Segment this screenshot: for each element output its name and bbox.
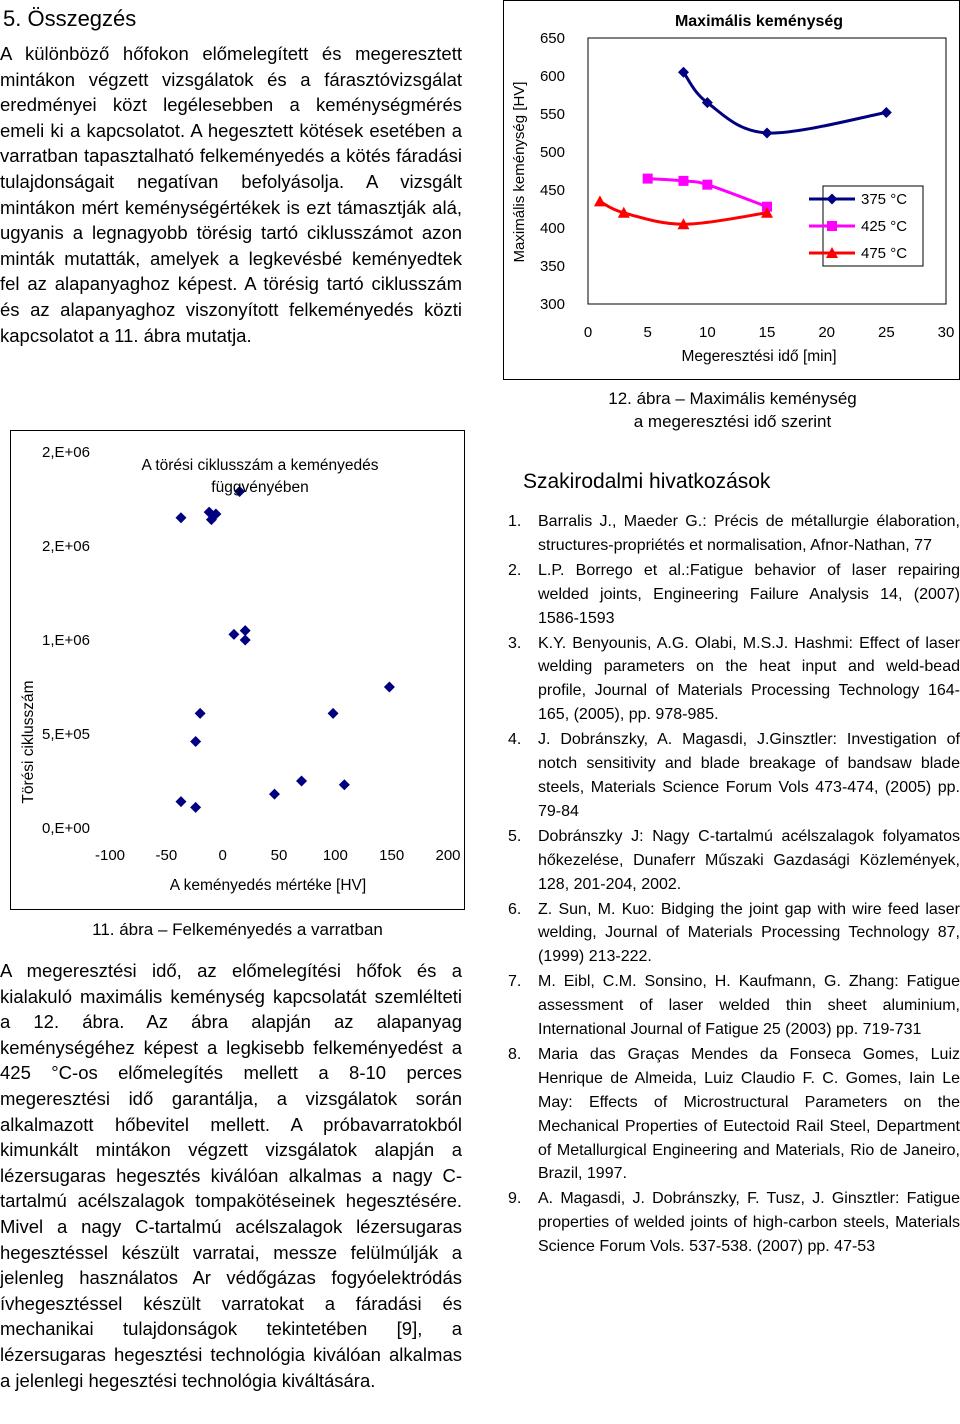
chart2-y-tick-label: 350 [539,258,565,275]
reference-text: Dobránszky J: Nagy C-tartalmú acélszalagok folyamatos hőkezelése, Dunaferr Műszaki Gazdasági Közlemények, 128, 201-204, 2002. [538,827,960,893]
chart1-point [240,625,251,636]
chart1-x-tick-label: 100 [322,847,348,864]
reference-item [505,1043,960,1186]
reference-number: 8. [508,1045,522,1063]
reference-item [505,632,960,728]
chart1-point [190,802,201,813]
chart2-x-tick-label: 15 [758,324,776,341]
chart1-y-tick-label: 2,E+06 [42,538,90,555]
paragraph-conclusion: A megeresztési idő, az előmelegítési hőfok és a kialakuló maximális keménység kapcsolatát szemlélteti a 12. ábra. Az ábra alapján az alapanyag keménységéhez képest a legkisebb felkeményedést a 425 °C-os előmelegítés mellett a 8-10 perces megeresztési idő garantálja, a vizsgálatok során alkalmazott hőbevitel mellett. A próbavarratokból kimunkált mintákon végzett vizsgálatok alapján a lézersugaras hegesztés kiválóan alkalmas a nagy C-tartalmú acélszalagok tompakötéseinek hegesztésére. Mivel a nagy C-tartalmú acélszalagok lézersugaras hegesztéssel készült varratai, messze felülmúlják a jelenleg használatos Ar védőgázas fogyóelektródás ívhegesztéssel készült varratokat a fáradási és mechanikai tulajdonságok tekintetében [9], a lézersugaras hegesztési technológia kiválóan alkalmas a jelenlegi hegesztési technológia kiváltására. [0,960,462,1391]
chart2-marker-diamond [881,107,892,118]
reference-number: 9. [508,1190,522,1208]
chart2-marker-diamond [762,128,773,139]
references-title: Szakirodalmi hivatkozások [523,470,771,493]
chart2-y-tick-label: 450 [539,182,565,199]
reference-item [505,825,960,897]
reference-number: 7. [508,973,522,991]
chart2-title: Maximális keménység [674,13,844,30]
chart1-y-tick-label: 0,E+00 [42,820,90,837]
chart2-y-tick-label: 400 [539,220,565,237]
figure-11-caption: 11. ábra – Felkeményedés a varratban [92,920,383,939]
chart2-x-tick-label: 10 [698,324,716,341]
chart2-legend-label: 375 °C [861,191,908,208]
chart2-x-tick-label: 30 [937,324,955,341]
chart2-y-tick-label: 600 [539,68,565,85]
references-list [505,510,960,1260]
chart1-x-tick-label: -50 [155,847,178,864]
reference-number: 5. [508,827,522,845]
reference-text: Z. Sun, M. Kuo: Bidging the joint gap with wire feed laser welding, Journal of Materials Processing Technology 87, (1999) 213-222. [538,900,960,966]
chart2-x-label: Megeresztési idő [min] [681,348,837,365]
chart1-x-tick-label: -100 [94,847,126,864]
chart1-x-tick-label: 0 [218,847,227,864]
reference-item [505,728,960,824]
chart1-y-tick-label: 5,E+05 [42,726,90,743]
reference-number: 2. [508,561,522,579]
chart1-point [175,512,186,523]
chart1-point [175,796,186,807]
chart1-point [195,708,206,719]
reference-text: A. Magasdi, J. Dobránszky, F. Tusz, J. Ginsztler: Fatigue properties of welded joints of high-carbon steels, Materials Science Forum Vols. 537-538. (2007) pp. 47-53 [538,1190,960,1256]
chart2-marker-triangle [594,195,606,206]
reference-item [505,970,960,1042]
reference-item [505,898,960,970]
chart2-marker-square [827,221,837,231]
chart2-y-tick-label: 300 [539,296,565,313]
chart1-point [296,776,307,787]
chart2-y-tick-label: 500 [539,144,565,161]
chart1-point [228,629,239,640]
reference-number: 3. [508,634,522,652]
reference-number: 1. [508,513,522,530]
chart2-x-tick-label: 5 [643,324,652,341]
reference-item [505,1187,960,1259]
chart1-title-line2: függvényében [211,479,309,496]
chart2-series-line [683,72,886,133]
chart1-frame [11,431,465,910]
figure-12-caption-line2: a megeresztési idő szerint [633,412,832,431]
figure-12-caption [505,387,960,433]
chart1-y-tick-label: 1,E+06 [42,632,90,649]
chart2-y-tick-label: 650 [539,30,565,47]
chart1-x-tick-label: 200 [435,847,461,864]
reference-text: Barralis J., Maeder G.: Précis de métallurgie élaboration, structures-propriétés et normalisation, Afnor-Nathan, 77 [538,513,960,554]
scatter-chart-figure-11 [10,430,465,910]
chart1-point [384,682,395,693]
reference-text: L.P. Borrego et al.:Fatigue behavior of laser repairing welded joints, Engineering Failure Analysis 14, (2007) 1586-1593 [538,561,960,627]
chart1-x-tick-label: 50 [270,847,288,864]
chart2-marker-square [678,176,688,186]
chart2-legend-label: 475 °C [861,245,908,262]
reference-text: J. Dobránszky, A. Magasdi, J.Ginsztler: Investigation of notch sensitivity and blade breakage of bandsaw blade steels, Materials Science Forum Vols 473-474, (2005) pp. 79-84 [538,731,960,820]
reference-number: 4. [508,731,522,749]
chart2-marker-square [643,174,653,184]
chart1-title-line1: A törési ciklusszám a keményedés [141,457,379,474]
chart2-x-tick-label: 25 [877,324,895,341]
chart1-y-label: Törési ciklusszám [20,680,37,804]
chart1-point [339,779,350,790]
reference-item [505,559,960,631]
chart1-point [190,736,201,747]
reference-text: K.Y. Benyounis, A.G. Olabi, M.S.J. Hashmi: Effect of laser welding parameters on the heat input and weld-bead profile, Journal of Materials Processing Technology 164-165, (2005), pp. 978-985. [538,634,960,724]
chart2-legend-label: 425 °C [861,218,908,235]
chart2-x-tick-label: 0 [583,324,593,341]
paragraph-summary: A különböző hőfokon előmelegített és megeresztett mintákon végzett vizsgálatok és a fárasztóvizsgálat eredményei közt legélesebben a keménységmérés emeli ki a kapcsolatot. A hegesztett kötések esetében a varratban tapasztalható felkeményedés a kötés fáradási tulajdonságait negatívan befolyásolja. A vizsgált mintákon mért keménységértékek is ezt támasztják alá, ugyanis a legnagyobb törésig tartó ciklusszámot azon minták mutatták, amelyek a legkevésbé keményedtek fel az alapanyaghoz képest. A törésig tartó ciklusszám és az alapanyaghoz viszonyított felkeményedés közti kapcsolatot a 11. ábra mutatja. [0,43,462,346]
reference-text: Maria das Graças Mendes da Fonseca Gomes, Luiz Henrique de Almeida, Luiz Claudio F. C. Gomes, Iain Le May: Effects of Microstructural Parameters on the Mechanical Properties of Eutectoid Rail Steel, Department of Metallurgical Engineering and Materials, Rio de Janeiro, Brazil, 1997. [538,1045,960,1183]
chart1-y-tick-label: 2,E+06 [42,444,90,461]
chart1-x-tick-label: 150 [379,847,405,864]
reference-text: M. Eibl, C.M. Sonsino, H. Kaufmann, G. Zhang: Fatigue assessment of laser welded thin sheet aluminium, International Journal of Fatigue 25 (2003) pp. 719-731 [538,973,960,1039]
chart1-x-label: A keményedés mértéke [HV] [169,877,367,894]
figure-12-caption-line1: 12. ábra – Maximális keménység [608,389,857,408]
chart2-x-tick-label: 20 [818,324,836,341]
reference-number: 6. [508,900,522,918]
line-chart-figure-12 [503,0,960,380]
chart2-marker-square [702,180,712,190]
reference-item [505,510,960,558]
chart2-y-tick-label: 550 [539,106,565,123]
chart1-point [240,635,251,646]
chart1-point [328,708,339,719]
chart2-y-label: Maximális keménység [HV] [511,81,528,263]
section-heading: 5. Összegzés [3,6,137,31]
chart1-point [269,789,280,800]
